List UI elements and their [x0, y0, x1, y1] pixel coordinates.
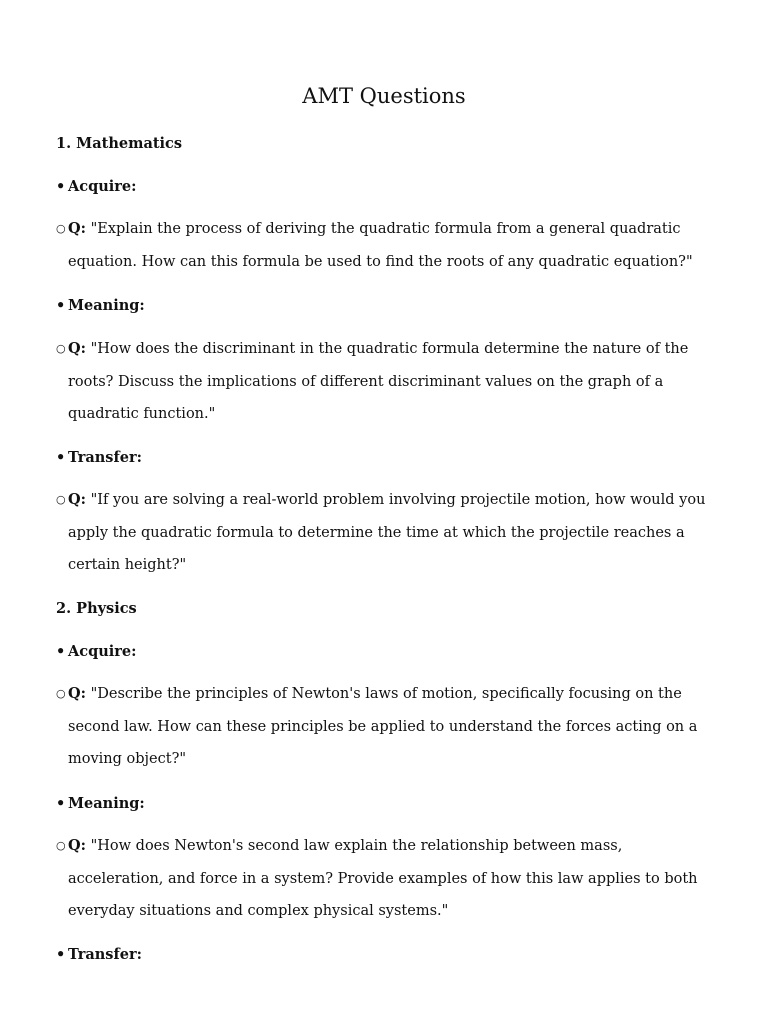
section-heading-mathematics: 1. Mathematics: [56, 135, 183, 152]
bullet-meaning: [56, 794, 145, 814]
sub-bullet-icon: ○: [56, 342, 66, 355]
question-text: "If you are solving a real-world problem involving projectile motion, how would you apply the quadratic formula to determine the time at which the projectile reaches a certain height?": [68, 492, 706, 573]
bullet-icon: •: [56, 297, 66, 314]
question-block: [56, 213, 716, 278]
bullet-icon: •: [56, 449, 66, 466]
bullet-label: Transfer:: [68, 946, 142, 963]
document-title: AMT Questions: [302, 84, 466, 108]
bullet-label: Acquire:: [68, 643, 137, 660]
question-block: [56, 830, 716, 928]
bullet-label: Meaning:: [68, 795, 145, 812]
section-heading-physics: 2. Physics: [56, 600, 137, 617]
question-label: Q:: [68, 837, 86, 854]
bullet-icon: •: [56, 178, 66, 195]
question-text: "How does Newton's second law explain the relationship between mass, acceleration, and force in a system? Provide examples of how this law applies to both everyday situations and complex physical systems.": [68, 838, 698, 919]
bullet-icon: •: [56, 643, 66, 660]
sub-bullet-icon: ○: [56, 687, 66, 700]
sub-bullet-icon: ○: [56, 839, 66, 852]
bullet-transfer: [56, 448, 142, 468]
bullet-icon: •: [56, 795, 66, 812]
question-block: [56, 678, 716, 776]
question-label: Q:: [68, 491, 86, 508]
bullet-meaning: [56, 296, 145, 316]
bullet-label: Transfer:: [68, 449, 142, 466]
bullet-acquire: [56, 642, 137, 662]
question-text: "Describe the principles of Newton's laws of motion, specifically focusing on the second law. How can these principles be applied to understand the forces acting on a moving object?": [68, 686, 698, 767]
question-text: "Explain the process of deriving the quadratic formula from a general quadratic equation. How can this formula be used to find the roots of any quadratic equation?": [68, 221, 693, 270]
question-label: Q:: [68, 685, 86, 702]
sub-bullet-icon: ○: [56, 222, 66, 235]
question-label: Q:: [68, 220, 86, 237]
sub-bullet-icon: ○: [56, 493, 66, 506]
bullet-icon: •: [56, 946, 66, 963]
question-block: [56, 333, 716, 431]
bullet-label: Meaning:: [68, 297, 145, 314]
bullet-acquire: [56, 177, 137, 197]
question-block: [56, 484, 716, 582]
question-text: "How does the discriminant in the quadratic formula determine the nature of the roots? Discuss the implications of different discriminant values on the graph of a quadratic function.": [68, 341, 689, 422]
bullet-transfer: [56, 945, 142, 965]
bullet-label: Acquire:: [68, 178, 137, 195]
question-label: Q:: [68, 340, 86, 357]
